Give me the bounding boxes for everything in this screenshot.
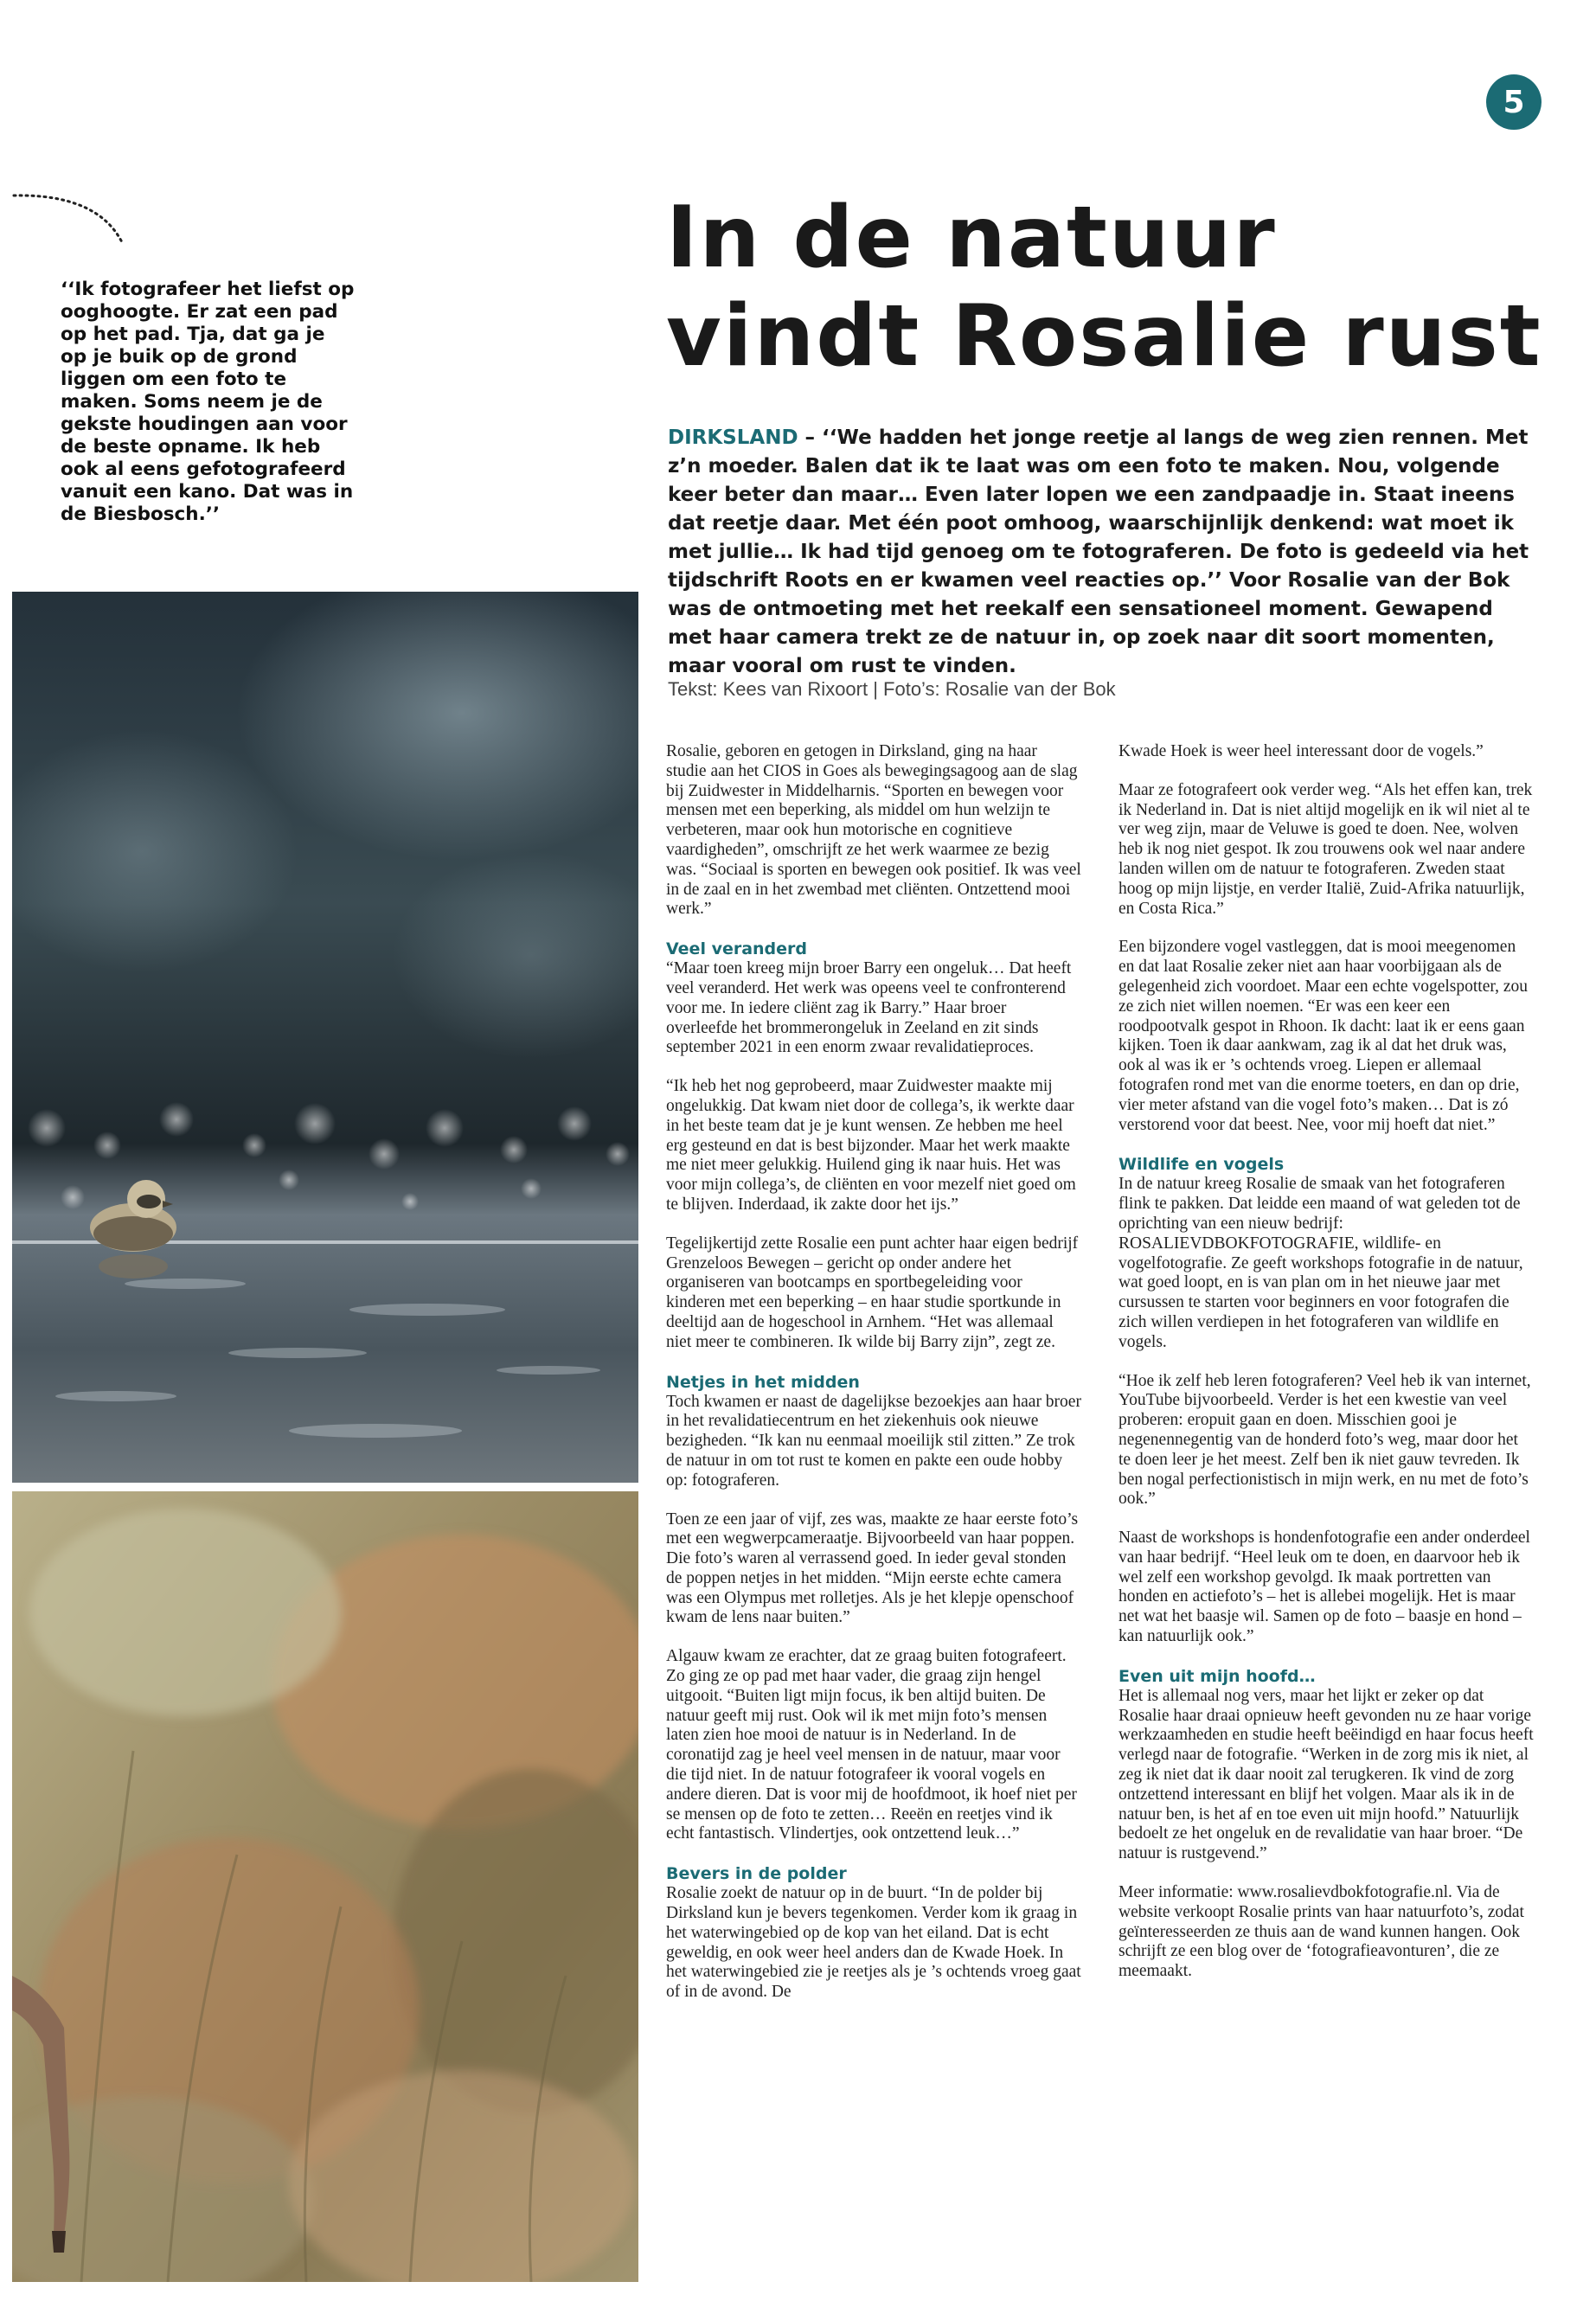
subheading-wildlife-en-vogels: Wildlife en vogels (1118, 1155, 1285, 1175)
intro-paragraph (668, 424, 1533, 681)
paragraph: “Hoe ik zelf heb leren fotograferen? Veel heb ik van internet, YouTube bijvoorbeeld. Verder is het een kwestie van veel proberen: eropuit gaan en doen. Misschien gooi je negenennegentig van de honderd foto’s weg, maar door het te doen leer je het meest. Zelf ben ik niet gauw tevreden. Ik ben nogal perfectionistisch in mijn werk, en nu met de foto’s ook.” (1118, 1371, 1531, 1509)
paragraph: “Maar toen kreeg mijn broer Barry een ongeluk… Dat heeft veel veranderd. Het werk was opeens veel te confronterend voor me. In iedere cliënt zag ik Barry.” Haar broer overleefde het brommerongeluk in Zeeland en zit sinds september 2021 in een enorm zwaar revalidatieproces. (666, 959, 1072, 1057)
paragraph: “Ik heb het nog geprobeerd, maar Zuidwester maakte mij ongelukkig. Dat kwam niet door de collega’s, ik werkte daar in het beste team dat je je kunt wensen. Ze hebben me heel erg gesteund en dat is best bijzonder. Maar het werk maakte me niet meer gelukkig. Huilend ging ik naar huis. Het was voor mijn collega’s, de cliënten en voor mezelf niet goed om te blijven. Inderdaad, ik zakte door het ijs.” (666, 1077, 1076, 1214)
headline (666, 189, 1583, 386)
paragraph: Algauw kwam ze erachter, dat ze graag buiten fotografeert. Zo ging ze op pad met haar vader, die graag zijn hengel uitgooit. “Buiten ligt mijn focus, ik ben altijd buiten. De natuur geeft mij rust. Ook wil ik met mijn foto’s mensen laten zien hoe mooi de natuur is in Nederland. In de coronatijd zag je heel veel mensen in de natuur, maar voor die tijd niet. In de natuur fotografeer ik vooral vogels en andere dieren. Dat is voor mij de hoofdmoot, ik hoef niet per se mensen op de foto te zetten… Reeën en reetjes vind ik echt fantastisch. Vlindertjes, ook ontzettend leuk…” (666, 1647, 1077, 1843)
byline-credits: Tekst: Kees van Rixoort | Foto’s: Rosalie van der Bok (668, 678, 1116, 700)
pull-quote: ‘‘Ik fotografeer het liefst op ooghoogte. Er zat een pad op het pad. Tja, dat ga je op je buik op de grond liggen om een foto te maken. Soms neem je de gekste houdingen aan voor de beste opname. Ik heb ook al eens gefotografeerd vanuit een kano. Dat was in de Biesbosch.’’ (61, 279, 355, 525)
page-number: 5 (1503, 84, 1525, 120)
dotted-arc-decoration (12, 190, 133, 251)
paragraph: Het is allemaal nog vers, maar het lijkt er zeker op dat Rosalie haar draai opnieuw heeft gevonden nu ze haar vorige werkzaamheden en studie heeft beëindigd en haar focus heeft verlegd naar de fotografie. “Werken in de zorg mis ik niet, al zeg ik niet dat ik daar nooit zal terugkeren. Ik vind de zorg ontzettend interessant en blijf het volgen. Maar als ik in de natuur ben, is het af en toe even uit mijn hoofd.” Natuurlijk bedoelt ze het ongeluk en de revalidatie van haar broer. “De natuur is rustgevend.” (1118, 1686, 1534, 1863)
subheading-bevers-in-de-polder: Bevers in de polder (666, 1864, 847, 1884)
paragraph: Meer informatie: www.rosalievdbokfotografie.nl. Via de website verkoopt Rosalie prints van haar natuurfoto’s, zodat geïnteresseerden ze thuis aan de wand kunnen hangen. Ook schrijft ze een blog over de ‘fotografieavonturen’, die ze meemaakt. (1118, 1883, 1524, 1981)
paragraph: Toen ze een jaar of vijf, zes was, maakte ze haar eerste foto’s met een wegwerpcameraatje. Bijvoorbeeld van haar poppen. Die foto’s waren al verrassend goed. In ieder geval stonden de poppen netjes in het midden. “Mijn eerste echte camera was een Olympus met rolletjes. Als je het klepje openschoof kwam de lens naar buiten.” (666, 1509, 1079, 1627)
paragraph: Maar ze fotografeert ook verder weg. “Als het effen kan, trek ik Nederland in. Dat is niet altijd mogelijk en ik wil niet al te ver weg zijn, maar de Veluwe is goed te doen. Nee, wolven heb ik nog niet gespot. Ik zou trouwens ook wel naar andere landen willen om de natuur te fotograferen. Zweden staat hoog op mijn lijstje, en verder Italië, Zuid-Afrika natuurlijk, en Costa Rica.” (1118, 780, 1533, 918)
headline-line-2: vindt Rosalie rust (666, 287, 1542, 386)
paragraph: Rosalie zoekt de natuur op in de buurt. “In de polder bij Dirksland kun je bevers tegenkomen. Verder kom ik graag in het waterwingebied op de kop van het eiland. Dat is echt geweldig, en ook weer heel anders dan de Kwade Hoek. In het waterwingebied zie je reetjes als je ’s ochtends vroeg gaat of in de avond. De (666, 1884, 1081, 2002)
dateline-place: DIRKSLAND (668, 426, 798, 449)
paragraph: Tegelijkertijd zette Rosalie een punt achter haar eigen bedrijf Grenzeloos Bewegen – gericht op onder andere het organiseren van bootcamps en sportbegeleiding voor kinderen met een beperking – en haar studie sportkunde in deeltijd aan de hogeschool in Arnhem. “Het was allemaal niet meer te combineren. Ik wilde bij Barry zijn”, zegt ze. (666, 1234, 1079, 1351)
paragraph: Toch kwamen er naast de dagelijkse bezoekjes aan haar broer in het revalidatiecentrum en het ziekenhuis ook nieuwe bezigheden. “Ik kan nu eenmaal moeilijk stil zitten.” Ze trok de natuur in om tot rust te komen en pakte een oude hobby op: fotograferen. (666, 1392, 1081, 1490)
subheading-veel-veranderd: Veel veranderd (666, 939, 808, 959)
article-column-2 (1118, 742, 1534, 2001)
intro-text: – ‘‘We hadden het jonge reetje al langs de weg zien rennen. Met z’n moeder. Balen dat ik te laat was om een foto te maken. Nou, volgende keer beter dan maar… Even later lopen we een zandpaadje in. Staat ineens dat reetje daar. Met één poot omhoog, waarschijnlijk denkend: wat moet ik met jullie… Ik had tijd genoeg om te fotograferen. De foto is gedeeld via het tijdschrift Roots en er kwamen veel reacties op.’’ Voor Rosalie van der Bok was de ontmoeting met het reekalf een sensationeel moment. Gewapend met haar camera trekt ze de natuur in, op zoek naar dit soort momenten, maar vooral om rust te vinden. (668, 426, 1529, 677)
article-column-1 (666, 742, 1081, 2022)
autumn-grass-photo (12, 1491, 638, 2282)
headline-line-1: In de natuur (666, 189, 1277, 287)
paragraph: Een bijzondere vogel vastleggen, dat is mooi meegenomen en dat laat Rosalie zeker niet aan haar voorbijgaan als de gelegenheid zich voordoet. Maar een echte vogelspotter, zou ze zich niet willen noemen. “Er was een keer een roodpootvalk gespot in Rhoon. Ik dacht: laat ik er eens gaan kijken. Toen ik daar aankwam, zag ik al dat het druk was, ook al was ik er ’s ochtends vroeg. Liepen er allemaal fotografen rond met van die enorme toeters, en dan op drie, vier meter afstand van die vogel foto’s maken… Dat is zó verstorend voor dat beest. Nee, voor mij hoeft dat niet.” (1118, 938, 1528, 1134)
subheading-even-uit-mijn-hoofd: Even uit mijn hoofd… (1118, 1666, 1316, 1686)
paragraph: Naast de workshops is hondenfotografie een ander onderdeel van haar bedrijf. “Heel leuk om te doen, en daarvoor heb ik wel zelf een workshop gevolgd. Ik maak portretten van honden en actiefoto’s – het is allebei mogelijk. Het is maar net wat het baasje wil. Samen op de foto – baasje en hond – kan natuurlijk ook.” (1118, 1529, 1530, 1646)
subheading-netjes-in-het-midden: Netjes in het midden (666, 1372, 860, 1392)
paragraph: In de natuur kreeg Rosalie de smaak van het fotograferen flink te pakken. Dat leidde een maand of wat geleden tot de oprichting van een nieuw bedrijf: ROSALIEVDBOKFOTOGRAFIE, wildlife- en vogelfotografie. Ze geeft workshops fotografie in de natuur, wat goed loopt, en is van plan om in het nieuwe jaar met cursussen te starten voor beginners en voor fotografen die zich willen verdiepen in het fotograferen van wildlife en vogels. (1118, 1175, 1523, 1351)
paragraph: Rosalie, geboren en getogen in Dirksland, ging na haar studie aan het CIOS in Goes als bewegingsagoog aan de slag bij Zuidwester in Middelharnis. “Sporten en bewegen voor mensen met een beperking, als middel om hun welzijn te verbeteren, maar ook hun motorische en cognitieve vaardigheden”, omschrijft ze het werk waarmee ze bezig was. “Sociaal is sporten en bewegen ook positief. Ik was veel in de zaal en in het zwembad met cliënten. Ontzettend mooi werk.” (666, 742, 1081, 919)
paragraph: Kwade Hoek is weer heel interessant door de vogels.” (1118, 742, 1484, 760)
page-number-badge (1486, 74, 1542, 130)
duckling-photo (12, 592, 638, 1483)
